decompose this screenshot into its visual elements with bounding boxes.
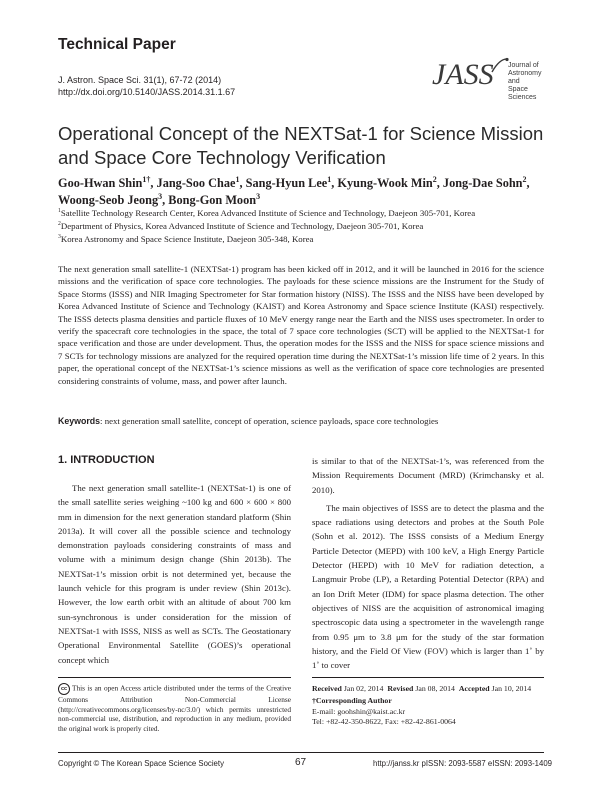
keywords-text: : next generation small satellite, concept of operation, science payloads, space core technologies — [100, 416, 439, 426]
author-name: Goo-Hwan Shin — [58, 176, 143, 190]
license-notice — [58, 683, 291, 733]
affiliation-number: 3 — [58, 234, 61, 241]
author-name: , Jang-Soo Chae — [150, 176, 236, 190]
accepted-label: Accepted — [458, 684, 490, 693]
author-list — [58, 175, 558, 209]
logo-swoosh-icon — [490, 56, 510, 76]
keywords — [58, 416, 544, 426]
author-affiliation-mark: 1† — [142, 174, 151, 184]
journal-citation: J. Astron. Space Sci. 31(1), 67-72 (2014) — [58, 75, 222, 85]
author-name: , Bong-Gon Moon — [162, 193, 257, 207]
divider — [58, 677, 291, 678]
author-affiliation-mark: 2 — [522, 174, 527, 184]
revised-date: Jan 08, 2014 — [415, 684, 455, 693]
author-affiliation-mark: 3 — [256, 191, 261, 201]
paper-title: Operational Concept of the NEXTSat-1 for Science Mission and Space Core Technology Verification — [58, 123, 544, 168]
author-affiliation-mark: 2 — [432, 174, 437, 184]
accepted-date: Jan 10, 2014 — [491, 684, 532, 693]
divider — [312, 677, 544, 678]
affiliation-number: 2 — [58, 221, 61, 228]
license-text: This is an open Access article distributed under the terms of the Creative Commons Attribution Non-Commercial License (http://creativecommons.org/licenses/by-nc/3.0/) which permits unrestricted non-commercial use, distribution, and reproduction in any medium, provided the original work is properly cited. — [58, 683, 291, 733]
received-dates — [312, 684, 552, 693]
author-name: , Woong-Seob Jeong — [58, 176, 530, 207]
body-paragraph: is similar to that of the NEXTSat-1’s, was referenced from the Mission Requirements Document (MRD) (Krimchansky et al. 2010). — [312, 456, 544, 495]
author-affiliation-mark: 3 — [158, 191, 163, 201]
body-column-right — [312, 454, 544, 672]
affiliation-1 — [58, 208, 558, 218]
body-column-left: The next generation small satellite-1 (NEXTSat-1) is one of the small satellite series weighing ~100 kg and 600 × 600 × 800 mm in dimension for the next generation standard platform (Shin 2013a). It will cover all the possible science and technology demonstration payloads considering constraints of mass and volume with a minimum design change (Shin 2013b). The NEXTSat-1’s mission orbit is not determined yet, because the launch vehicle for this program is under review (Shin 2013c). However, the low earth orbit with an altitude of about 700 km sun-synchronous is under consideration for the mission of NEXTSat-1 with ISSS, NISS as well as SCTs. The Geostationary Operational Environmental Satellite (GOES)’s operational concept which — [58, 483, 291, 665]
received-date: Jan 02, 2014 — [343, 684, 384, 693]
body-paragraph: The main objectives of ISSS are to detect the plasma and the space radiations using detectors and probes at the South Pole (Sohn et al. 2012). The ISSS consists of a Medium Energy Particle Detector (MEPD) with 100 keV, a High Energy Particle Detector (HEPD) with 10 MeV for radiation detection, a Langmuir Probe (LP), a Retarding Potential Detector (RPA) and an Ion Drift Meter (IDM) for space plasma detection. The other objectives of NISS are the acquisition of astronomical imaging spectroscopic data using a spectrometer in the wavelength range from 0.95 μm to 3.8 μm for the study of the star formation history, and the Field Of View (FOV) which is larger than 1˚ by 1˚ to cover — [312, 502, 544, 671]
affiliation-3 — [58, 234, 558, 244]
footer-copyright: Copyright © The Korean Space Science Society — [58, 759, 224, 768]
logo-subtitle-line: Astronomy and — [508, 70, 542, 85]
journal-logo — [432, 56, 544, 101]
corresponding-author-label: †Corresponding Author — [312, 696, 392, 705]
affiliation-text: Department of Physics, Korea Advanced Institute of Science and Technology, Daejeon 305-701, Korea — [60, 221, 424, 231]
keywords-label: Keywords — [58, 416, 101, 426]
author-name: , Jong-Dae Sohn — [436, 176, 523, 190]
doi-link[interactable]: http://dx.doi.org/10.5140/JASS.2014.31.1.67 — [58, 87, 236, 97]
corresponding-email[interactable]: E-mail: goohshin@kaist.ac.kr — [312, 707, 406, 716]
author-affiliation-mark: 1 — [235, 174, 240, 184]
author-name: , Sang-Hyun Lee — [239, 176, 328, 190]
logo-subtitle-line: Space Sciences — [508, 86, 537, 101]
creative-commons-icon: cc — [58, 683, 70, 695]
revised-label: Revised — [387, 684, 414, 693]
logo-subtitle-line: Journal of — [508, 62, 539, 69]
affiliation-text: Korea Astronomy and Space Science Institute, Daejeon 305-348, Korea — [60, 234, 314, 244]
affiliation-number: 1 — [58, 208, 61, 215]
footer-divider — [58, 752, 544, 753]
abstract: The next generation small satellite-1 (NEXTSat-1) program has been kicked off in 2012, and it will be launched in 2016 for the science missions and the verification of space core technologies. The payloads for these science missions are the Instrument for the Study of Space Storms (ISSS) and NIR Imaging Spectrometer for Star formation history (NISS). The ISSS and the NISS have been developed by Korea Advanced Institute of Science and Technology (KAIST) and Korea Astronomy and Space science Institute (KASI) respectively. The ISSS detects plasma densities and particle fluxes of 10 MeV energy range near the Earth and the NISS uses spectrometer. In order to verify the spacecraft core technologies in the space, the total of 7 space core technologies (SCT) will be applied to the NEXTSat-1 for space verification and those are under development. Thus, the operation modes for the ISSS and the NISS for space science missions and 7 SCTs for technology missions are analyzed for the required operation time during the NEXTSat-1’s mission life time of 2 years. In this paper, the operational concept of the NEXTSat-1’s science missions as well as the verification of space core technologies are presented considering constraints of volume, mass, and power after launch. — [58, 264, 544, 386]
section-heading: 1. INTRODUCTION — [58, 454, 155, 466]
page-number: 67 — [295, 757, 307, 768]
paper-type: Technical Paper — [58, 36, 176, 53]
logo-subtitle — [508, 62, 548, 102]
affiliation-2 — [58, 221, 558, 231]
affiliation-text: Satellite Technology Research Center, Korea Advanced Institute of Science and Technology, Daejeon 305-701, Korea — [60, 208, 476, 218]
logo-wordmark: JASS — [432, 58, 494, 91]
author-affiliation-mark: 1 — [327, 174, 332, 184]
footer-issn[interactable]: http://janss.kr pISSN: 2093-5587 eISSN: 2093-1409 — [373, 759, 553, 768]
author-name: , Kyung-Wook Min — [331, 176, 433, 190]
corresponding-phone: Tel: +82-42-350-8622, Fax: +82-42-861-0064 — [312, 717, 456, 726]
received-label: Received — [312, 684, 342, 693]
